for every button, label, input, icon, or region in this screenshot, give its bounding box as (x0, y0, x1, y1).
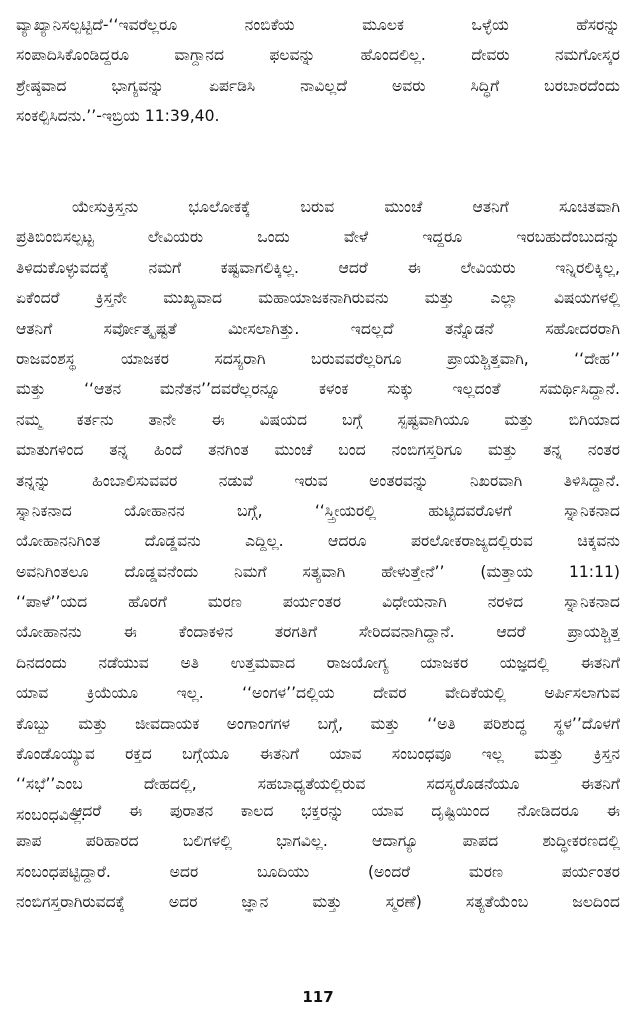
paragraph-1 (16, 10, 620, 132)
text-line: ‘‘ಸಭೆ’’ಎಂಬ ದೇಹದಲ್ಲಿ, ಸಹಬಾಧ್ಯತೆಯಲ್ಲಿರುವ ಸದಸ್ಯರೊಡನೆಯೂ ಈತನಿಗೆ (16, 775, 620, 794)
text-line: ಸ್ನಾನಿಕನಾದ ಯೋಹಾನನ ಬಗ್ಗೆ, ‘‘ಸ್ತ್ರೀಯರಲ್ಲಿ ಹುಟ್ಟಿದವರೊಳಗೆ ಸ್ನಾನಿಕನಾದ (16, 501, 620, 520)
text-line: ಯೇಸುಕ್ರಿಸ್ತನು ಭೂಲೋಕಕ್ಕೆ ಬರುವ ಮುಂಚೆ ಆತನಿಗೆ ಸೂಚಿತವಾಗಿ (72, 198, 620, 216)
text-line: ಯಾವ ಕ್ರಿಯೆಯೂ ಇಲ್ಲ. ‘‘ಅಂಗಳ’’ದಲ್ಲಿಯ ದೇವರ ವೇದಿಕೆಯಲ್ಲಿ ಅರ್ಪಿಸಲಾಗುವ (16, 684, 620, 703)
paragraph-3 (16, 796, 620, 918)
text-line: ನಮ್ಮ ಕರ್ತನು ತಾನೇ ಈ ವಿಷಯದ ಬಗ್ಗೆ ಸ್ಪಷ್ಟವಾಗಿಯೂ ಮತ್ತು ಬಿಗಿಯಾದ (16, 410, 620, 429)
text-line: ಆತನಿಗೆ ಸರ್ವೋತ್ಕೃಷ್ಟತೆ ಮೀಸಲಾಗಿತ್ತು. ಇದಲ್ಲದೆ ತನ್ನೊಡನೆ ಸಹೋದರರಾಗಿ (16, 319, 620, 338)
text-line: ಸಂಬಂಧಪಟ್ಟಿದ್ದಾರೆ. ಅದರ ಬೂದಿಯು (ಅಂದರೆ ಮರಣ ಪರ್ಯಂತರ (16, 862, 620, 881)
text-line: ಯೋಹಾನನಿಗಿಂತ ದೊಡ್ಡವನು ಎದ್ದಿಲ್ಲ. ಆದರೂ ಪರಲೋಕರಾಜ್ಯದಲ್ಲಿರುವ ಚಿಕ್ಕವನು (16, 532, 620, 551)
text-line: ನಂಬಿಗಸ್ತರಾಗಿರುವದಕ್ಕೆ ಅದರ ಜ್ಞಾನ ಮತ್ತು ಸ್ಮರಣೆ) ಸತ್ಯತೆಯೆಂಬ ಜಲದಿಂದ (16, 893, 620, 912)
text-line: ‘‘ಪಾಳೆ’’ಯದ ಹೊರಗೆ ಮರಣ ಪರ್ಯಂತರ ವಿಧೇಯನಾಗಿ ನರಳಿದ ಸ್ನಾನಿಕನಾದ (16, 593, 620, 612)
text-line: ತನ್ನನ್ನು ಹಿಂಬಾಲಿಸುವವರ ನಡುವೆ ಇರುವ ಅಂತರವನ್ನು ನಿಖರವಾಗಿ ತಿಳಿಸಿದ್ದಾನೆ. (16, 471, 620, 490)
text-line: ಶ್ರೇಷ್ಠವಾದ ಭಾಗ್ಯವನ್ನು ಏರ್ಪಡಿಸಿ ನಾವಿಲ್ಲದೆ ಅವರು ಸಿದ್ಧಿಗೆ ಬರಬಾರದೆಂದು (16, 76, 620, 95)
text-line: ಮಾತುಗಳಿಂದ ತನ್ನ ಹಿಂದೆ ತನಗಿಂತ ಮುಂಚೆ ಬಂದ ನಂಬಿಗಸ್ತರಿಗೂ ಮತ್ತು ತನ್ನ ನಂತರ (16, 441, 620, 460)
text-line: ಕೊಂಡೊಯ್ಯುವ ರಕ್ತದ ಬಗ್ಗೆಯೂ ಈತನಿಗೆ ಯಾವ ಸಂಬಂಧವೂ ಇಲ್ಲ ಮತ್ತು ಕ್ರಿಸ್ತನ (16, 745, 620, 764)
text-line: ಪ್ರತಿಬಿಂಬಿಸಲ್ಪಟ್ಟ ಲೇವಿಯರು ಒಂದು ವೇಳೆ ಇದ್ದರೂ ಇರಬಹುದೆಂಬುದನ್ನು (16, 228, 620, 247)
text-line: ಅವನಿಗಿಂತಲೂ ದೊಡ್ಡವನೆಂದು ನಿಮಗೆ ಸತ್ಯವಾಗಿ ಹೇಳುತ್ತೇನೆ’’ (ಮತ್ತಾಯ 11:11) (16, 562, 620, 581)
text-line: ದಿನದಂದು ನಡೆಯುವ ಅತಿ ಉತ್ತಮವಾದ ರಾಜಯೋಗ್ಯ ಯಾಜಕರ ಯಜ್ಞದಲ್ಲಿ ಈತನಿಗೆ (16, 653, 620, 672)
text-line: ಪಾಪ ಪರಿಹಾರದ ಬಲಿಗಳಲ್ಲಿ ಭಾಗವಿಲ್ಲ. ಆದಾಗ್ಯೂ ಪಾಪದ ಶುದ್ಧೀಕರಣದಲ್ಲಿ (16, 832, 620, 851)
text-line: ಸಂಕಲ್ಪಿಸಿದನು.’’-ಇಬ್ರಿಯ 11:39,40. (16, 107, 220, 126)
text-line: ಆದರೆ ಈ ಪುರಾತನ ಕಾಲದ ಭಕ್ತರನ್ನು ಯಾವ ದೃಷ್ಟಿಯಿಂದ ನೋಡಿದರೂ ಈ (72, 802, 620, 820)
text-line: ಮತ್ತು ‘‘ಆತನ ಮನೆತನ’’ದವರೆಲ್ಲರನ್ನೂ ಕಳಂಕ ಸುಕ್ಕು ಇಲ್ಲದಂತೆ ಸಮರ್ಥಿಸಿದ್ದಾನೆ. (16, 380, 620, 399)
page-number: 117 (302, 988, 334, 1006)
text-line: ಏಕೆಂದರೆ ಕ್ರಿಸ್ತನೇ ಮುಖ್ಯವಾದ ಮಹಾಯಾಜಕನಾಗಿರುವನು ಮತ್ತು ಎಲ್ಲಾ ವಿಷಯಗಳಲ್ಲಿ (16, 289, 620, 308)
text-line: ತಿಳಿದುಕೊಳ್ಳುವದಕ್ಕೆ ನಮಗೆ ಕಷ್ಟವಾಗಲಿಕ್ಕಿಲ್ಲ. ಆದರೆ ಈ ಲೇವಿಯರು ಇನ್ನಿರಲಿಕ್ಕಿಲ್ಲ, (16, 258, 620, 277)
paragraph-2 (16, 192, 620, 830)
text-line: ಸಂಬಂಧವಿಲ್ಲ. (16, 805, 86, 824)
text-line: ಯೋಹಾನನು ಈ ಕೆಂದಾಕಳಿನ ತರಗತಿಗೆ ಸೇರಿದವನಾಗಿದ್ದಾನೆ. ಆದರೆ ಪ್ರಾಯಶ್ಚಿತ್ತ (16, 623, 620, 642)
text-line: ರಾಜವಂಶಸ್ಥ ಯಾಜಕರ ಸದಸ್ಯರಾಗಿ ಬರುವವರೆಲ್ಲರಿಗೂ ಪ್ರಾಯಶ್ಚಿತ್ತವಾಗಿ, ‘‘ದೇಹ’’ (16, 349, 620, 368)
text-line: ಸಂಪಾದಿಸಿಕೊಂಡಿದ್ದರೂ ವಾಗ್ದಾನದ ಫಲವನ್ನು ಹೊಂದಲಿಲ್ಲ. ದೇವರು ನಮಗೋಸ್ಕರ (16, 46, 620, 65)
text-line: ಕೊಬ್ಬು ಮತ್ತು ಜೀವದಾಯಕ ಅಂಗಾಂಗಗಳ ಬಗ್ಗೆ, ಮತ್ತು ‘‘ಅತಿ ಪರಿಶುದ್ಧ ಸ್ಥಳ’’ದೊಳಗೆ (16, 714, 620, 733)
text-line: ವ್ಯಾಖ್ಯಾನಿಸಲ್ಪಟ್ಟಿದೆ-‘‘ಇವರೆಲ್ಲರೂ ನಂಬಿಕೆಯ ಮೂಲಕ ಒಳ್ಳೆಯ ಹೆಸರನ್ನು (16, 16, 620, 34)
